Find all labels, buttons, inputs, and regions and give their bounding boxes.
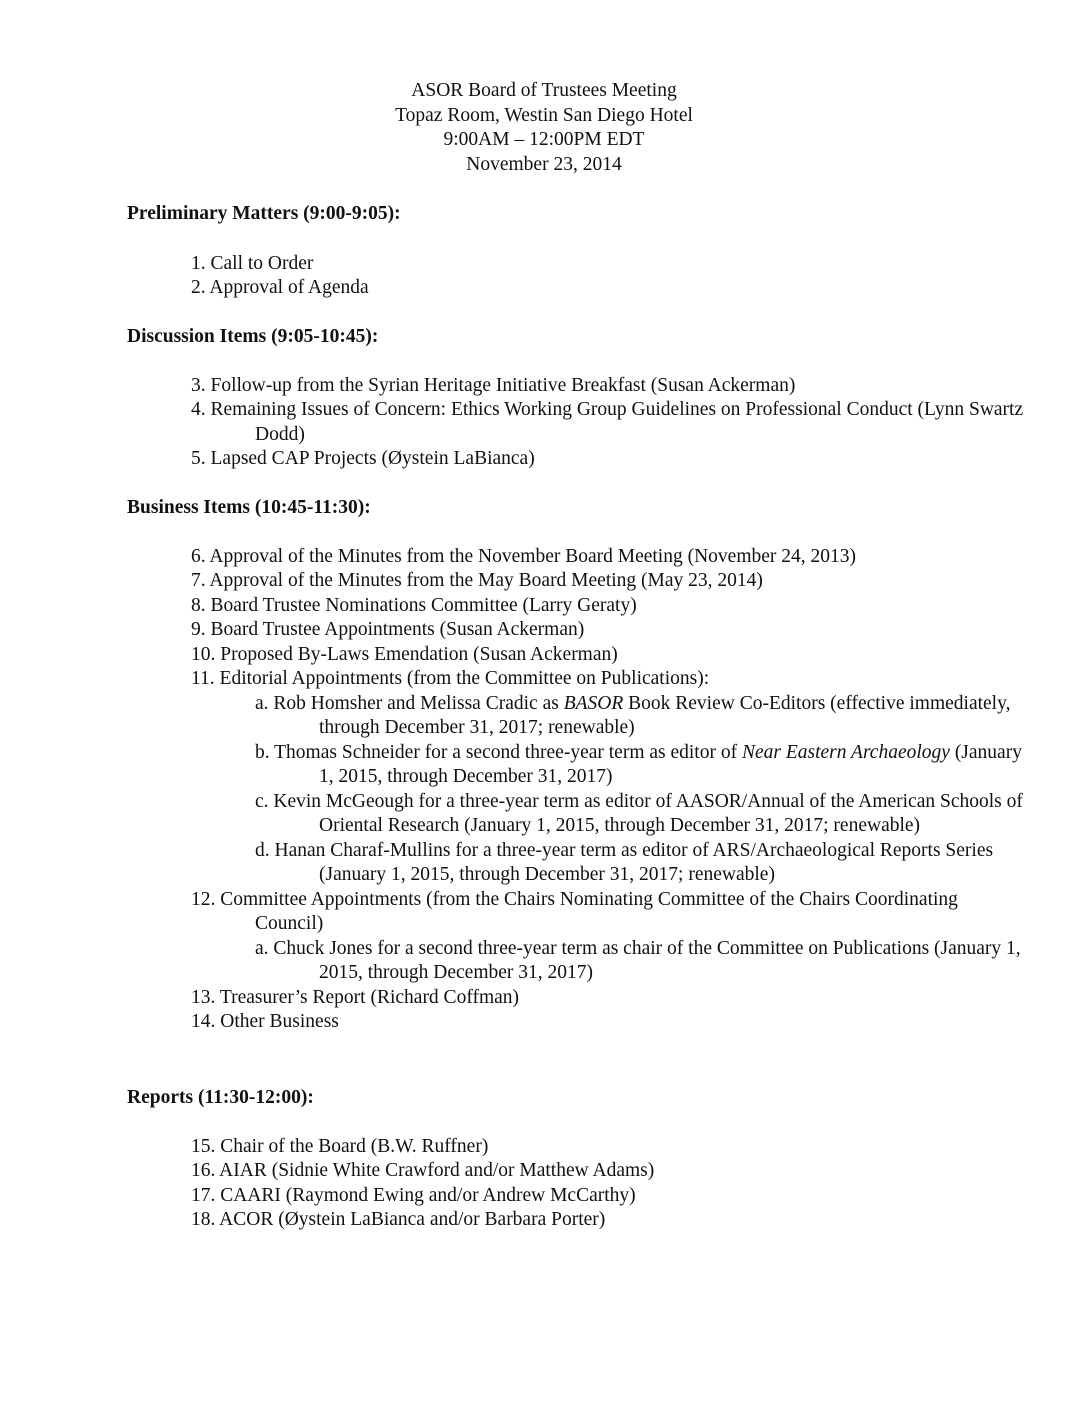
agenda-item: 4. Remaining Issues of Concern: Ethics Working Group Guidelines on Professional Conduct (Lynn Swartz Dodd) — [191, 399, 1024, 445]
agenda-item: 15. Chair of the Board (B.W. Ruffner) — [191, 1135, 489, 1157]
agenda-item: 10. Proposed By-Laws Emendation (Susan Ackerman) — [191, 643, 618, 665]
section-reports — [127, 1086, 1027, 1233]
agenda-item: 8. Board Trustee Nominations Committee (Larry Geraty) — [191, 594, 637, 616]
agenda-item: 18. ACOR (Øystein LaBianca and/or Barbara Porter) — [191, 1209, 606, 1230]
agenda-item: 1. Call to Order — [191, 252, 314, 274]
agenda-item: 17. CAARI (Raymond Ewing and/or Andrew McCarthy) — [191, 1184, 636, 1206]
sub-item: a. Rob Homsher and Melissa Cradic as BASOR Book Review Co-Editors (effective immediately, through December 31, 2017; renewable) — [255, 692, 1011, 738]
meeting-date: November 23, 2014 — [466, 153, 622, 175]
meeting-title: ASOR Board of Trustees Meeting — [411, 80, 677, 101]
sub-item: b. Thomas Schneider for a second three-year term as editor of Near Eastern Archaeology (January 1, 2015, through December 31, 2017) — [255, 741, 1022, 787]
section-preliminary — [127, 202, 1027, 301]
agenda-item: 12. Committee Appointments (from the Chairs Nominating Committee of the Chairs Coordinating Council) — [191, 888, 958, 934]
section-title: Business Items (10:45-11:30): — [127, 497, 371, 518]
agenda-item: 6. Approval of the Minutes from the November Board Meeting (November 24, 2013) — [191, 545, 857, 567]
section-title: Discussion Items (9:05-10:45): — [127, 326, 379, 347]
document-header — [0, 79, 1088, 177]
meeting-time: 9:00AM – 12:00PM EDT — [443, 129, 645, 150]
agenda-item: 13. Treasurer’s Report (Richard Coffman) — [191, 986, 520, 1008]
sub-item: a. Chuck Jones for a second three-year term as chair of the Committee on Publications (January 1, 2015, through December 31, 2017) — [255, 937, 1021, 983]
section-business — [127, 496, 1027, 1035]
agenda-item: 2. Approval of Agenda — [191, 277, 369, 298]
section-title: Reports (11:30-12:00): — [127, 1087, 314, 1108]
agenda-item: 3. Follow-up from the Syrian Heritage Initiative Breakfast (Susan Ackerman) — [191, 374, 796, 396]
sub-item: c. Kevin McGeough for a three-year term as editor of AASOR/Annual of the American Schools of Oriental Research (January 1, 2015, through December 31, 2017; renewable) — [255, 790, 1023, 836]
agenda-item: 7. Approval of the Minutes from the May Board Meeting (May 23, 2014) — [191, 570, 763, 591]
section-discussion — [127, 325, 1027, 472]
agenda-item: 14. Other Business — [191, 1011, 339, 1032]
meeting-location: Topaz Room, Westin San Diego Hotel — [395, 104, 693, 126]
agenda-item: 5. Lapsed CAP Projects (Øystein LaBianca) — [191, 448, 535, 469]
section-title: Preliminary Matters (9:00-9:05): — [127, 203, 401, 224]
agenda-item: 16. AIAR (Sidnie White Crawford and/or Matthew Adams) — [191, 1160, 655, 1181]
agenda-item: 11. Editorial Appointments (from the Committee on Publications): — [191, 668, 710, 689]
sub-item: d. Hanan Charaf-Mullins for a three-year term as editor of ARS/Archaeological Reports Series (January 1, 2015, through December 31, 2017; renewable) — [255, 839, 994, 885]
agenda-item: 9. Board Trustee Appointments (Susan Ackerman) — [191, 619, 585, 640]
